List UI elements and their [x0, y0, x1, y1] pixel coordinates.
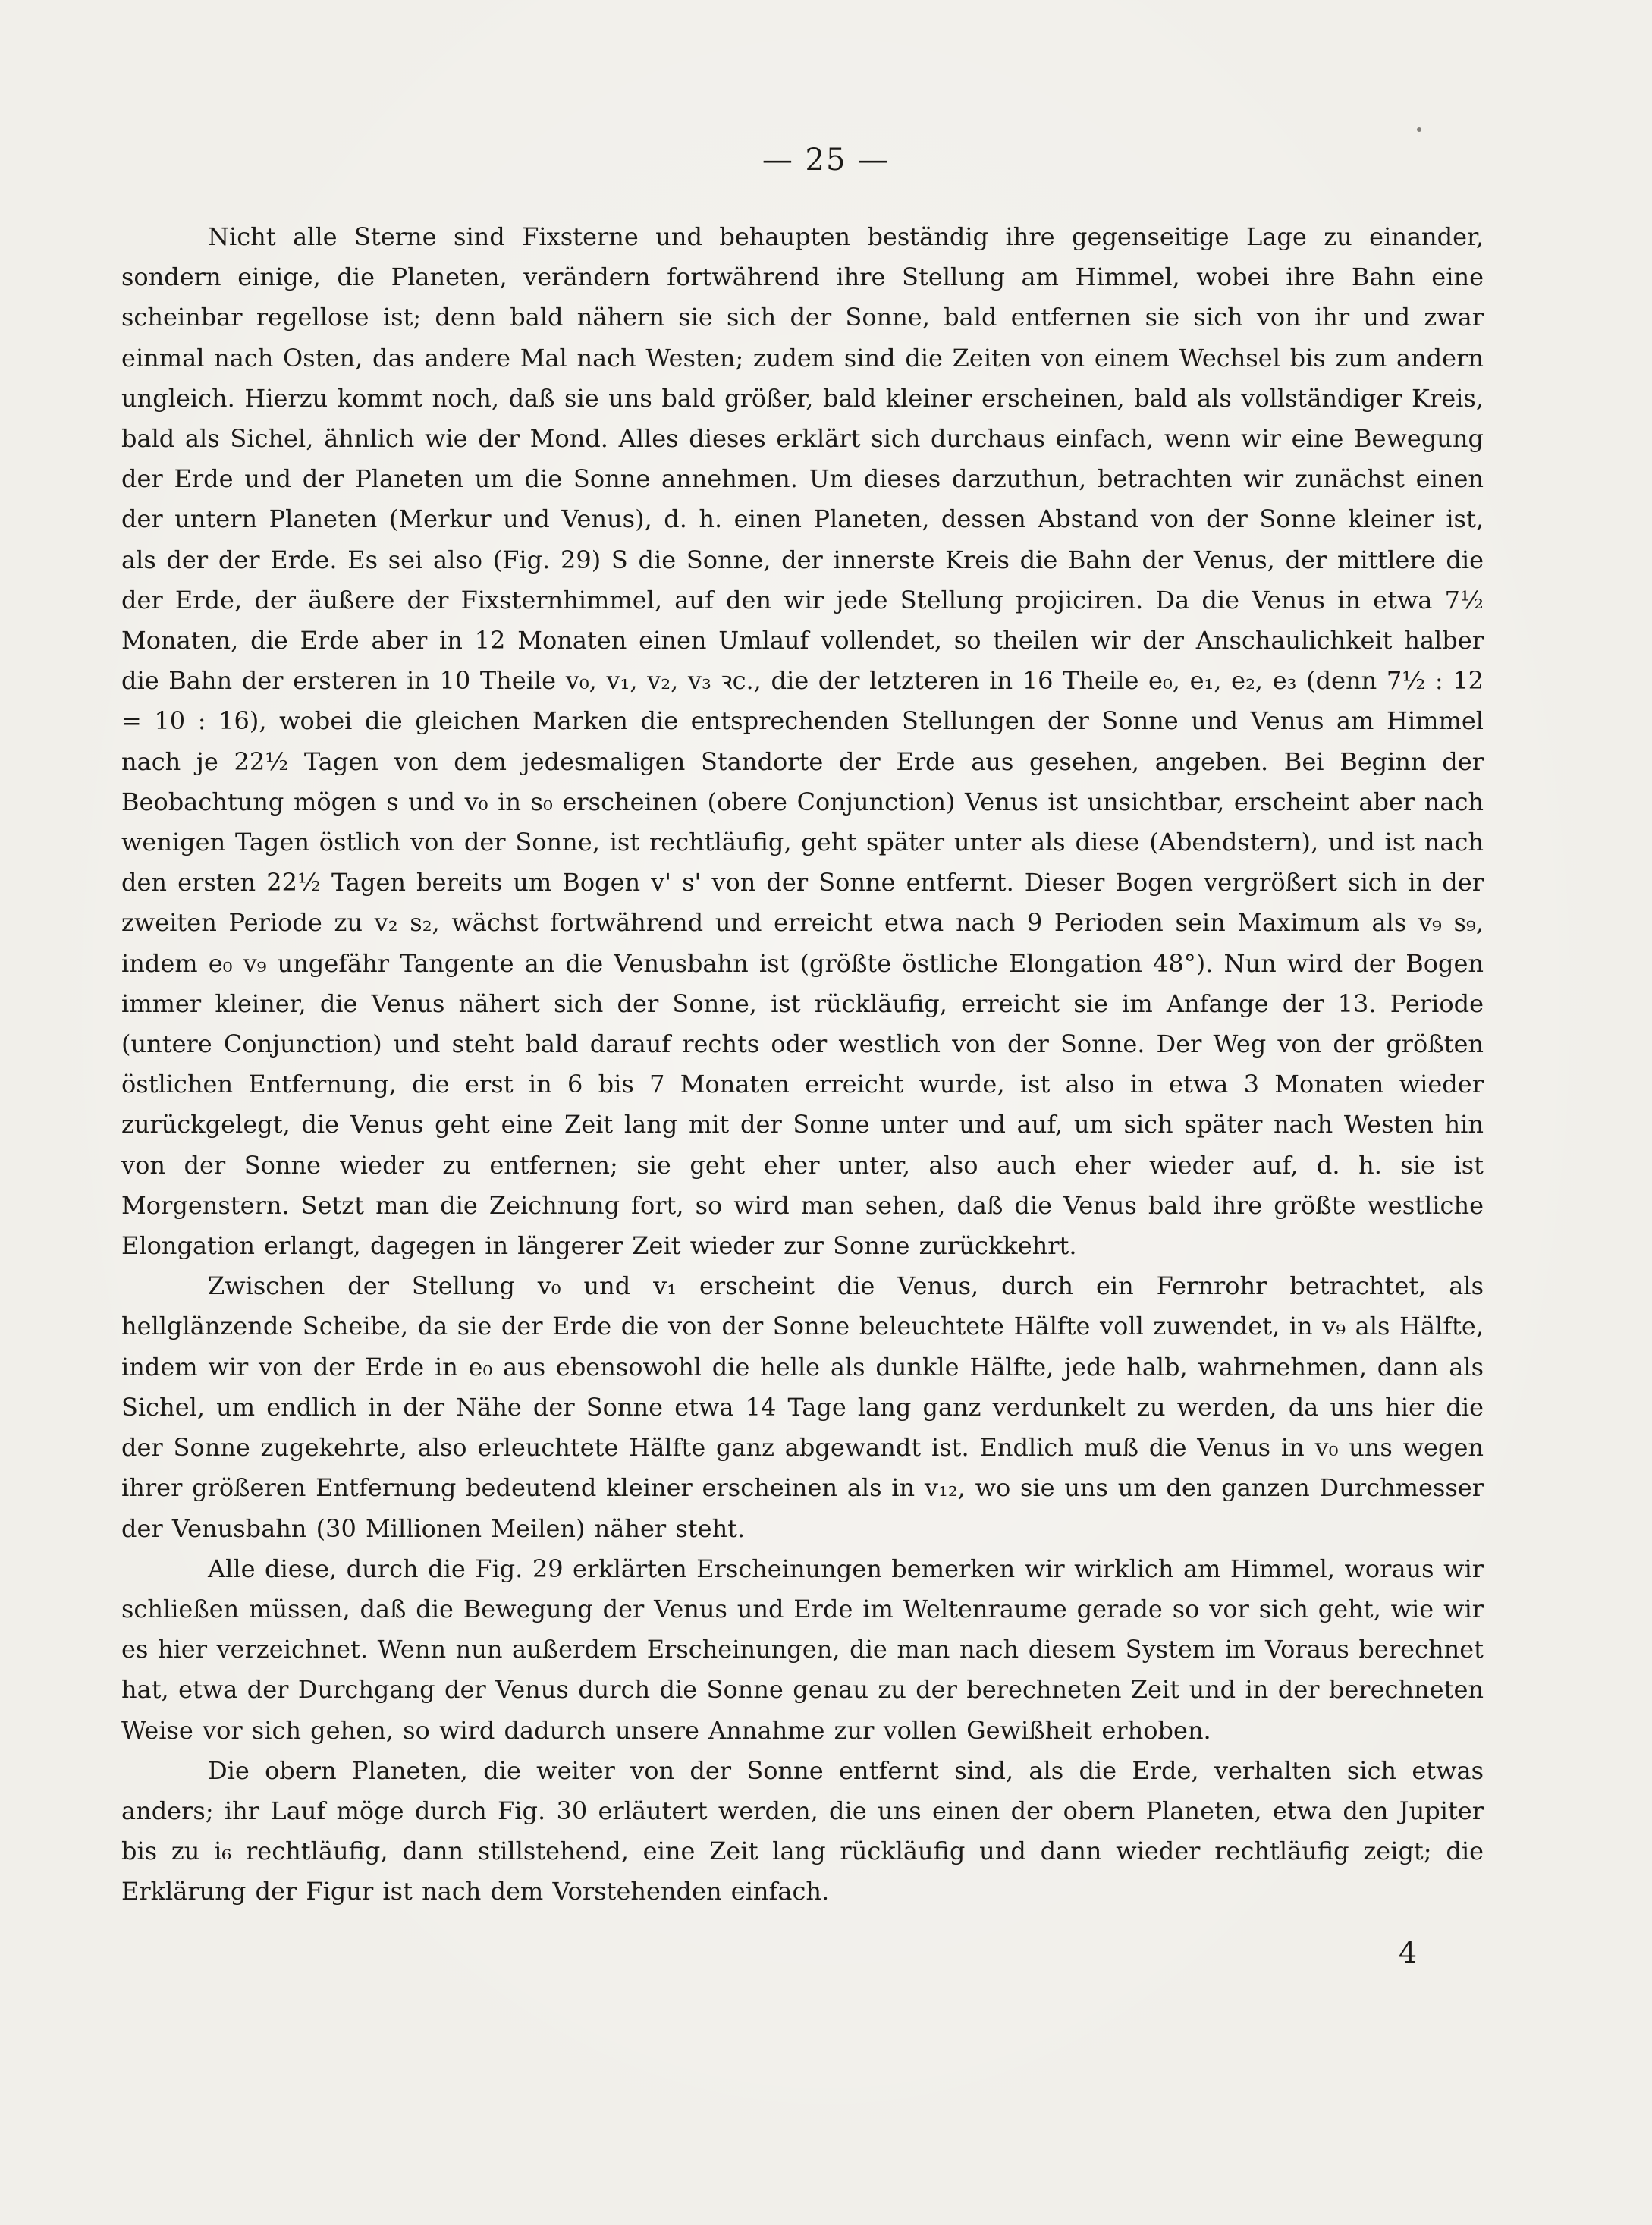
- paragraph-planets-venus: Nicht alle Sterne sind Fixsterne und behaupten beständig ihre gegenseitige Lage zu einander, sondern einige, die Planeten, verändern fortwährend ihre Stellung am Himmel, wobei ihre Bahn eine scheinbar regellose ist; denn bald nähern sie sich der Sonne, bald entfernen sie sich von ihr und zwar einmal nach Osten, das andere Mal nach Westen; zudem sind die Zeiten von einem Wechsel bis zum andern ungleich. Hierzu kommt noch, daß sie uns bald größer, bald kleiner erscheinen, bald als vollständiger Kreis, bald als Sichel, ähnlich wie der Mond. Alles dieses erklärt sich durchaus einfach, wenn wir eine Bewegung der Erde und der Planeten um die Sonne annehmen. Um dieses darzuthun, betrachten wir zunächst einen der untern Planeten (Merkur und Venus), d. h. einen Planeten, dessen Abstand von der Sonne kleiner ist, als der der Erde. Es sei also (Fig. 29) S die Sonne, der innerste Kreis die Bahn der Venus, der mittlere die der Erde, der äußere der Fixsternhimmel, auf den wir jede Stellung projiciren. Da die Venus in etwa 7½ Monaten, die Erde aber in 12 Monaten einen Umlauf vollendet, so theilen wir der Anschaulichkeit halber die Bahn der ersteren in 10 Theile v₀, v₁, v₂, v₃ ꝛc., die der letzteren in 16 Theile e₀, e₁, e₂, e₃ (denn 7½ : 12 = 10 : 16), wobei die gleichen Marken die entsprechenden Stellungen der Sonne und Venus am Himmel nach je 22½ Tagen von dem jedesmaligen Standorte der Erde aus gesehen, angeben. Bei Beginn der Beobachtung mögen s und v₀ in s₀ erscheinen (obere Conjunction) Venus ist unsichtbar, erscheint aber nach wenigen Tagen östlich von der Sonne, ist rechtläufig, geht später unter als diese (Abendstern), und ist nach den ersten 22½ Tagen bereits um Bogen v' s' von der Sonne entfernt. Dieser Bogen vergrößert sich in der zweiten Periode zu v₂ s₂, wächst fortwährend und erreicht etwa nach 9 Perioden sein Maximum als v₉ s₉, indem e₀ v₉ ungefähr Tangente an die Venusbahn ist (größte östliche Elongation 48°). Nun wird der Bogen immer kleiner, die Venus nähert sich der Sonne, ist rückläufig, erreicht sie im Anfange der 13. Periode (untere Conjunction) und steht bald darauf rechts oder westlich von der Sonne. Der Weg von der größten östlichen Entfernung, die erst in 6 bis 7 Monaten erreicht wurde, ist also in etwa 3 Monaten wieder zurückgelegt, die Venus geht eine Zeit lang mit der Sonne unter und auf, um sich später nach Westen hin von der Sonne wieder zu entfernen; sie geht eher unter, also auch eher wieder auf, d. h. sie ist Morgenstern. Setzt man die Zeichnung fort, so wird man sehen, daß die Venus bald ihre größte westliche Elongation erlangt, dagegen in längerer Zeit wieder zur Sonne zurückkehrt.: [121, 222, 1484, 1261]
- print-speck: [1417, 127, 1421, 132]
- signature-mark: 4: [1398, 1936, 1417, 1969]
- paragraph-venus-phases: Zwischen der Stellung v₀ und v₁ erscheint die Venus, durch ein Fernrohr betrachtet, als hellglänzende Scheibe, da sie der Erde die von der Sonne beleuchtete Hälfte voll zuwendet, in v₉ als Hälfte, indem wir von der Erde in e₀ aus ebensowohl die helle als dunkle Hälfte, jede halb, wahrnehmen, dann als Sichel, um endlich in der Nähe der Sonne etwa 14 Tage lang ganz verdunkelt zu werden, da uns hier die der Sonne zugekehrte, also erleuchtete Hälfte ganz abgewandt ist. Endlich muß die Venus in v₀ uns wegen ihrer größeren Entfernung bedeutend kleiner erscheinen als in v₁₂, wo sie uns um den ganzen Durchmesser der Venusbahn (30 Millionen Meilen) näher steht.: [121, 1271, 1484, 1543]
- body-text: [121, 217, 1484, 1912]
- paragraph-confirmation: Alle diese, durch die Fig. 29 erklärten Erscheinungen bemerken wir wirklich am Himmel, woraus wir schließen müssen, daß die Bewegung der Venus und Erde im Weltenraume gerade so vor sich geht, wie wir es hier verzeichnet. Wenn nun außerdem Erscheinungen, die man nach diesem System im Voraus berechnet hat, etwa der Durchgang der Venus durch die Sonne genau zu der berechneten Zeit und in der berechneten Weise vor sich gehen, so wird dadurch unsere Annahme zur vollen Gewißheit erhoben.: [121, 1554, 1484, 1745]
- paragraph-upper-planets: Die obern Planeten, die weiter von der Sonne entfernt sind, als die Erde, verhalten sich etwas anders; ihr Lauf möge durch Fig. 30 erläutert werden, die uns einen der obern Planeten, etwa den Jupiter bis zu i₆ rechtläufig, dann stillstehend, eine Zeit lang rückläufig und dann wieder rechtläufig zeigt; die Erklärung der Figur ist nach dem Vorstehenden einfach.: [121, 1755, 1484, 1906]
- page-number: — 25 —: [762, 143, 890, 178]
